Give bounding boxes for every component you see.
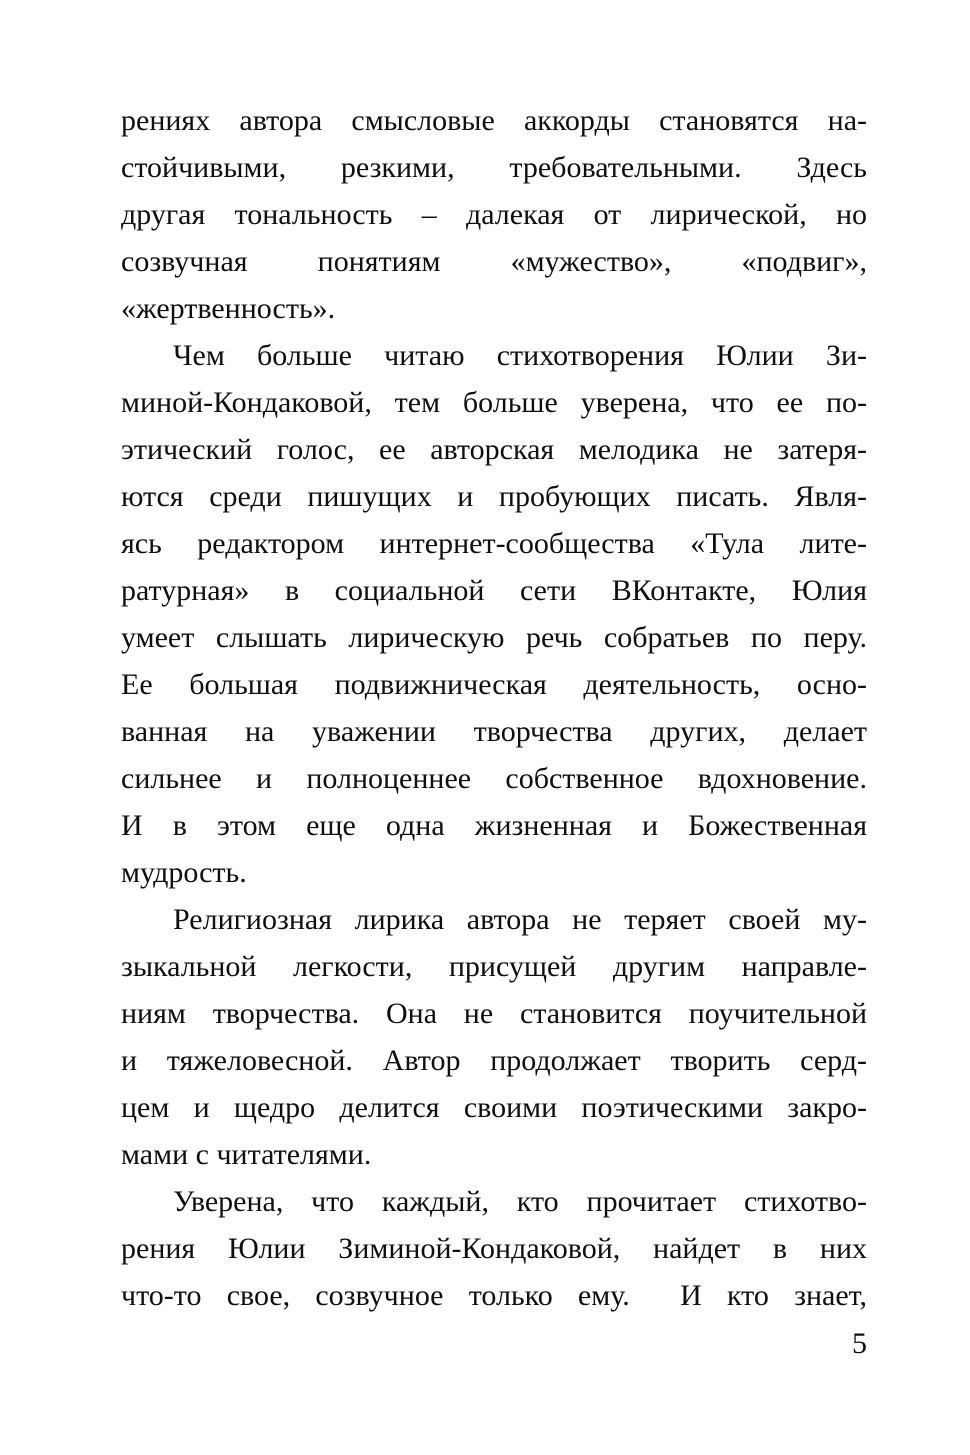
text-line: ясь редактором интернет-сообщества «Тула лите- xyxy=(121,527,867,560)
text-line: рениях автора смысловые аккорды становятся на- xyxy=(121,104,867,137)
text-line: мами с читателями. xyxy=(121,1138,372,1171)
text-line: что-то свое, созвучное только ему. И кто знает, xyxy=(121,1279,867,1312)
text-line: ются среди пишущих и пробующих писать. Явля- xyxy=(121,480,867,513)
text-line: И в этом еще одна жизненная и Божественная xyxy=(121,809,867,842)
text-line: рения Юлии Зиминой-Кондаковой, найдет в них xyxy=(121,1232,867,1265)
text-line: зыкальной легкости, присущей другим направле- xyxy=(121,950,867,983)
page-number: 5 xyxy=(852,1327,867,1360)
text-block xyxy=(121,97,867,1319)
text-line: ратурная» в социальной сети ВКонтакте, Юлия xyxy=(121,574,867,607)
text-line: ванная на уважении творчества других, делает xyxy=(121,715,867,748)
text-line: и тяжеловесной. Автор продолжает творить серд- xyxy=(121,1044,867,1077)
text-line: созвучная понятиям «мужество», «подвиг», xyxy=(121,245,867,278)
text-line: другая тональность – далекая от лирической, но xyxy=(121,198,867,231)
text-line: умеет слышать лирическую речь собратьев по перу. xyxy=(121,621,867,654)
text-line: этический голос, ее авторская мелодика не затеря- xyxy=(121,433,867,466)
text-line: цем и щедро делится своими поэтическими закро- xyxy=(121,1091,867,1124)
text-line: миной-Кондаковой, тем больше уверена, что ее по- xyxy=(121,386,867,419)
text-line: Чем больше читаю стихотворения Юлии Зи- xyxy=(173,339,867,372)
text-line: сильнее и полноценнее собственное вдохновение. xyxy=(121,762,867,795)
text-line: Уверена, что каждый, кто прочитает стихотво- xyxy=(173,1185,867,1218)
text-line: «жертвенность». xyxy=(121,292,336,325)
text-line: Религиозная лирика автора не теряет своей му- xyxy=(173,903,867,936)
text-line: стойчивыми, резкими, требовательными. Здесь xyxy=(121,151,867,184)
text-line: ниям творчества. Она не становится поучительной xyxy=(121,997,867,1030)
text-line: мудрость. xyxy=(121,856,247,889)
text-line: Ее большая подвижническая деятельность, осно- xyxy=(121,668,867,701)
